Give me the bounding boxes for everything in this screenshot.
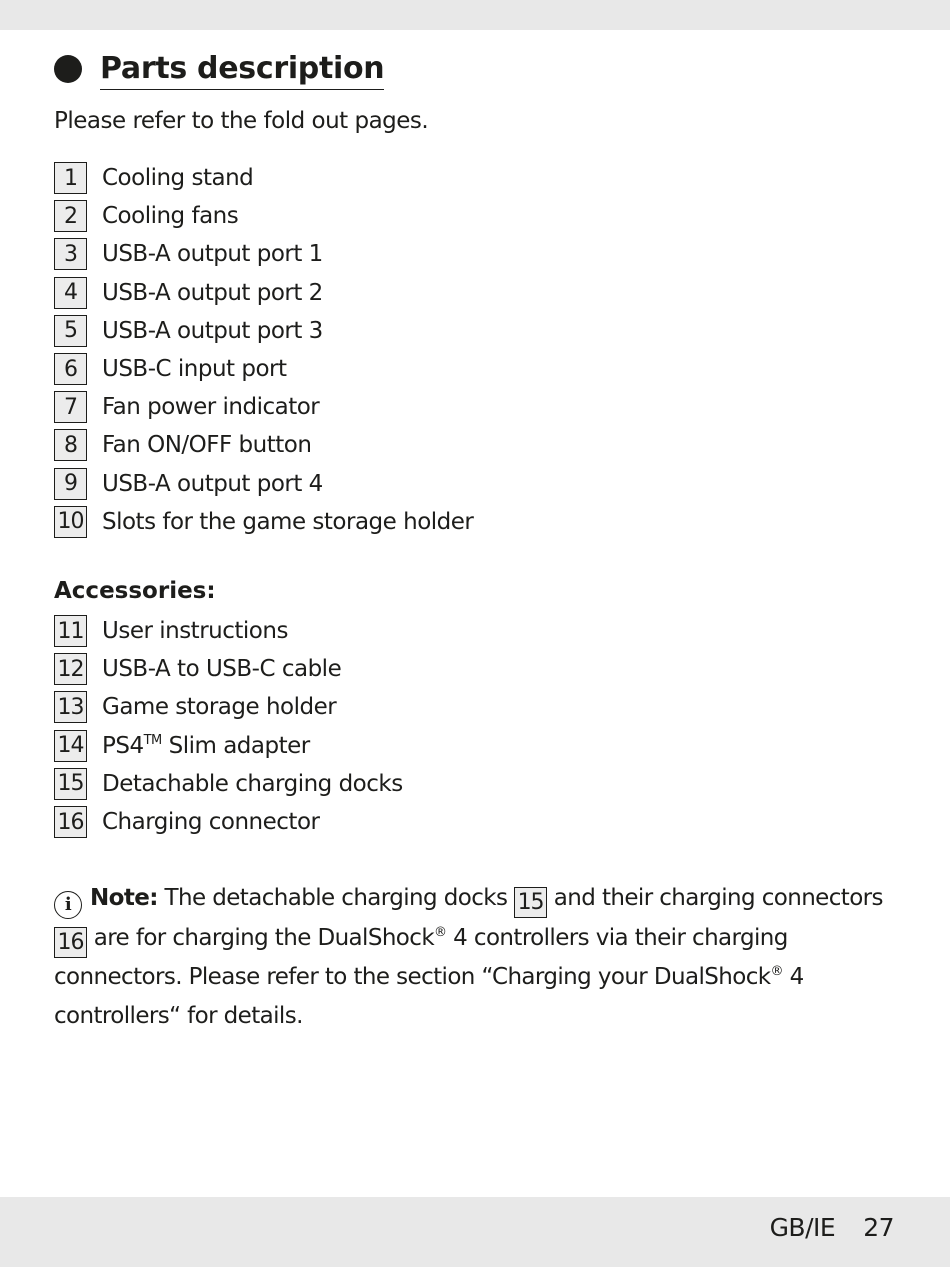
trademark-sup: TM bbox=[143, 732, 162, 748]
list-item bbox=[54, 274, 473, 312]
item-label: USB-C input port bbox=[102, 356, 287, 383]
item-number: 11 bbox=[54, 615, 87, 647]
list-item bbox=[54, 727, 403, 765]
section-heading bbox=[54, 48, 384, 92]
item-number: 3 bbox=[54, 238, 87, 270]
item-label: User instructions bbox=[102, 618, 288, 645]
item-number: 15 bbox=[54, 768, 87, 800]
list-item bbox=[54, 650, 403, 688]
item-number: 16 bbox=[54, 806, 87, 838]
list-item bbox=[54, 235, 473, 273]
item-label: Detachable charging docks bbox=[102, 770, 403, 797]
item-number: 4 bbox=[54, 277, 87, 309]
item-number: 7 bbox=[54, 391, 87, 423]
page-number: 27 bbox=[863, 1213, 894, 1242]
registered-sup: ® bbox=[434, 925, 447, 941]
item-label: Cooling stand bbox=[102, 165, 254, 192]
list-item bbox=[54, 426, 473, 464]
item-label: USB-A output port 2 bbox=[102, 279, 323, 306]
accessories-heading: Accessories: bbox=[54, 578, 216, 604]
item-number: 2 bbox=[54, 200, 87, 232]
footer-region: GB/IE bbox=[769, 1213, 836, 1242]
inline-ref-number: 16 bbox=[54, 927, 87, 958]
list-item bbox=[54, 688, 403, 726]
list-item bbox=[54, 159, 473, 197]
info-icon: i bbox=[54, 891, 82, 919]
note-paragraph bbox=[54, 879, 914, 1035]
list-item bbox=[54, 388, 473, 426]
item-number: 6 bbox=[54, 353, 87, 385]
bullet-icon bbox=[54, 55, 82, 83]
item-label: USB-A output port 3 bbox=[102, 317, 323, 344]
note-label: Note: bbox=[90, 885, 158, 911]
inline-ref-number: 15 bbox=[514, 887, 547, 918]
registered-sup: ® bbox=[770, 964, 783, 980]
list-item bbox=[54, 765, 403, 803]
item-number: 8 bbox=[54, 429, 87, 461]
list-item bbox=[54, 465, 473, 503]
item-number: 5 bbox=[54, 315, 87, 347]
item-number: 1 bbox=[54, 162, 87, 194]
item-number: 14 bbox=[54, 730, 87, 762]
item-number: 12 bbox=[54, 653, 87, 685]
item-label: USB-A to USB-C cable bbox=[102, 656, 342, 683]
item-number: 9 bbox=[54, 468, 87, 500]
note-text: The detachable charging docks bbox=[157, 885, 515, 911]
item-label: Fan power indicator bbox=[102, 394, 320, 421]
item-number: 10 bbox=[54, 506, 87, 538]
item-label: Fan ON/OFF button bbox=[102, 432, 312, 459]
item-number: 13 bbox=[54, 691, 87, 723]
note-text: are for charging the DualShock bbox=[87, 925, 435, 952]
list-item bbox=[54, 350, 473, 388]
item-label-main: PS4 bbox=[102, 732, 144, 759]
item-label: Slots for the game storage holder bbox=[102, 508, 474, 535]
list-item bbox=[54, 803, 403, 841]
page-title: Parts description bbox=[100, 50, 384, 90]
item-label: USB-A output port 4 bbox=[102, 470, 323, 497]
list-item bbox=[54, 503, 473, 541]
list-item bbox=[54, 612, 403, 650]
note-text: 4 controllers“ for details. bbox=[54, 964, 804, 1029]
item-label bbox=[102, 733, 310, 759]
item-label: Charging connector bbox=[102, 809, 320, 836]
intro-text: Please refer to the fold out pages. bbox=[54, 108, 429, 134]
note-text: 4 controllers via their charging connectors. Please refer to the section “Charging your DualShock bbox=[54, 925, 788, 991]
top-band bbox=[0, 0, 950, 30]
page-footer bbox=[770, 1208, 894, 1248]
item-label: USB-A output port 1 bbox=[102, 241, 323, 268]
item-label: Cooling fans bbox=[102, 203, 239, 230]
accessories-list bbox=[54, 612, 403, 841]
list-item bbox=[54, 312, 473, 350]
parts-list bbox=[54, 159, 473, 541]
item-label: Game storage holder bbox=[102, 694, 337, 721]
item-label-rest: Slim adapter bbox=[161, 732, 310, 759]
note-text: and their charging connectors bbox=[547, 885, 883, 911]
list-item bbox=[54, 197, 473, 235]
